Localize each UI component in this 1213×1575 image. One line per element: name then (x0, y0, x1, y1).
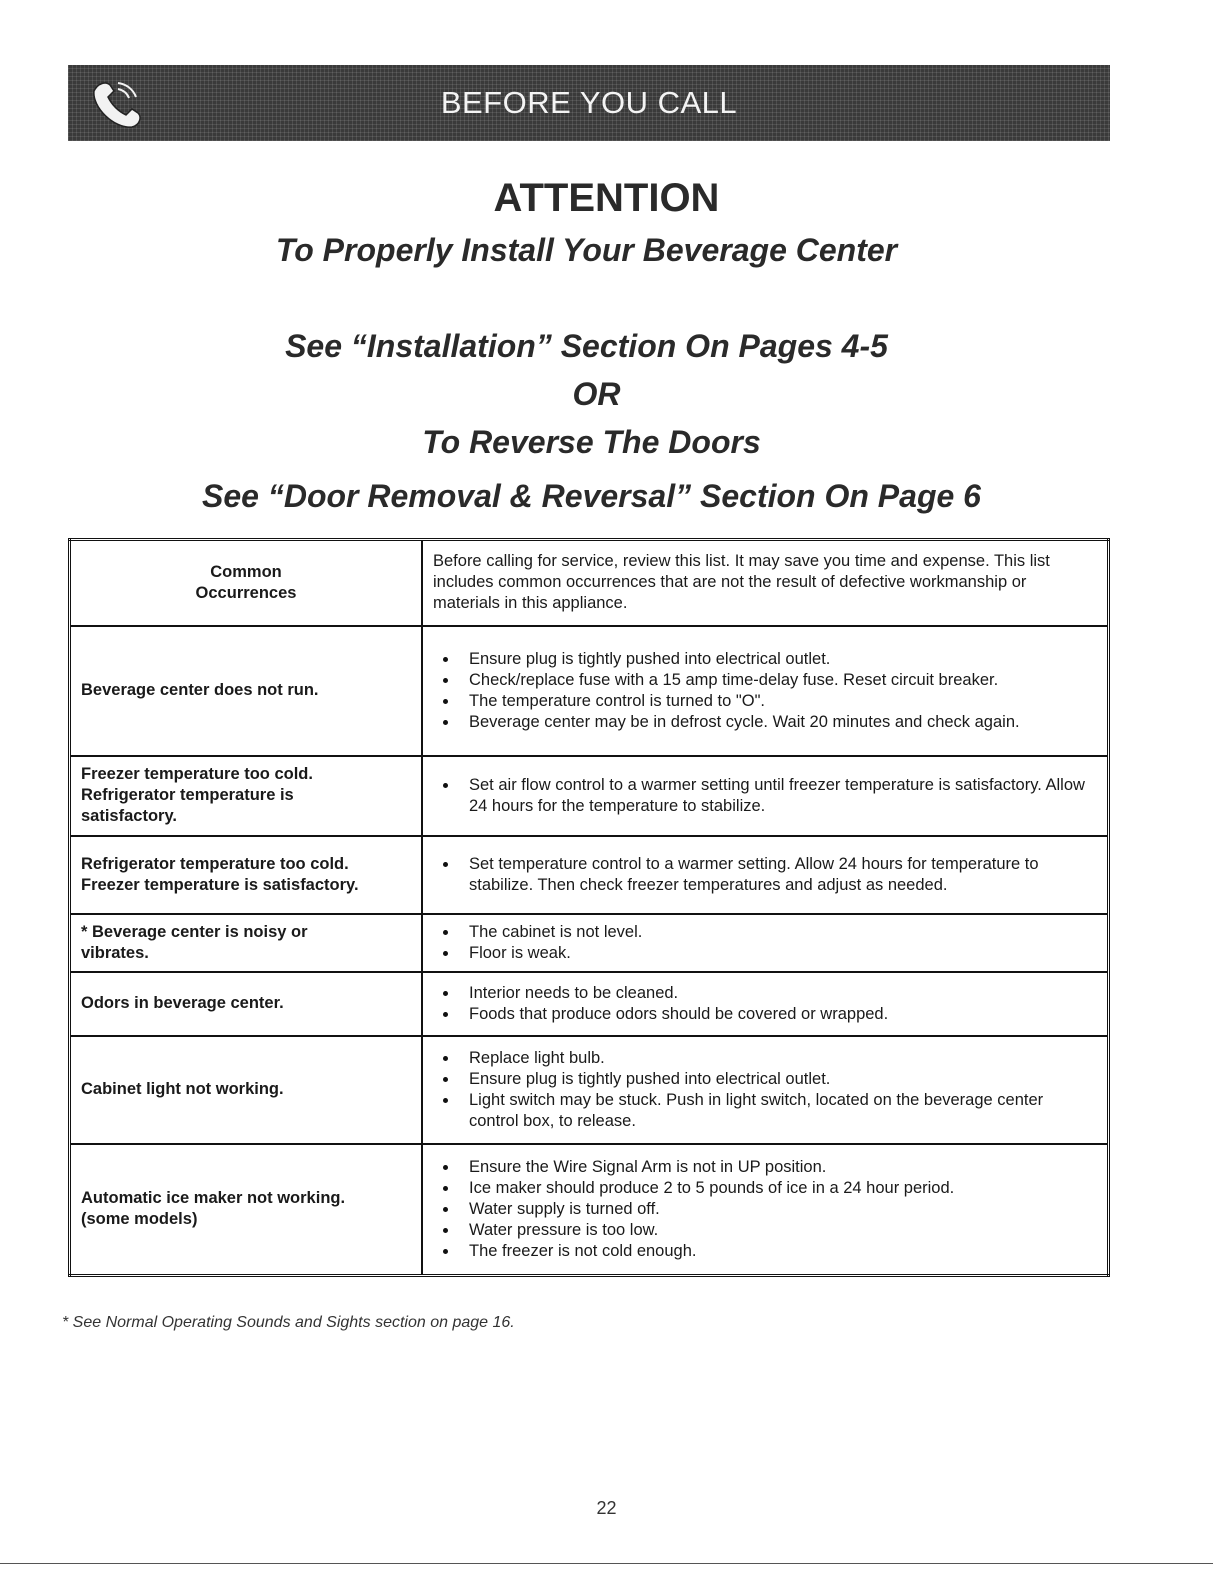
problem-text: (some models) (81, 1210, 198, 1229)
list-item: Light switch may be stuck. Push in light switch, located on the beverage center control box, to release. (433, 1090, 1097, 1132)
list-item: Interior needs to be cleaned. (433, 983, 1097, 1004)
footnote: * See Normal Operating Sounds and Sights section on page 16. (62, 1314, 515, 1331)
solution-cell (422, 1144, 1109, 1276)
common-occurrences-table (68, 538, 1110, 1277)
problem-cell (70, 756, 423, 836)
list-item: The temperature control is turned to "O". (433, 691, 1097, 712)
solution-list (433, 854, 1097, 896)
problem-text: Beverage center does not run. (81, 681, 319, 699)
list-item: Foods that produce odors should be covered or wrapped. (433, 1004, 1097, 1025)
solution-list (433, 983, 1097, 1025)
problem-text: Odors in beverage center. (81, 994, 284, 1012)
problem-text: vibrates. (81, 943, 149, 962)
problem-text: Cabinet light not working. (81, 1080, 284, 1098)
problem-text: * Beverage center is noisy or (81, 922, 308, 941)
solution-list (433, 1048, 1097, 1132)
list-item: The freezer is not cold enough. (433, 1241, 1097, 1262)
solution-cell (422, 972, 1109, 1036)
list-item: Check/replace fuse with a 15 amp time-delay fuse. Reset circuit breaker. (433, 670, 1097, 691)
list-item: Set temperature control to a warmer setting. Allow 24 hours for temperature to stabilize. Then check freezer temperatures and adjust as needed. (433, 854, 1097, 896)
table-row (70, 1144, 1109, 1276)
table-row (70, 836, 1109, 914)
table-header-row (70, 540, 1109, 626)
list-item: Ensure the Wire Signal Arm is not in UP position. (433, 1157, 1097, 1178)
table-row (70, 972, 1109, 1036)
bottom-rule (0, 1563, 1213, 1564)
list-item: Set air flow control to a warmer setting until freezer temperature is satisfactory. Allow 24 hours for the temperature to stabilize. (433, 775, 1097, 817)
list-item: Water supply is turned off. (433, 1199, 1097, 1220)
page-number: 22 (596, 1498, 617, 1518)
solution-cell (422, 626, 1109, 756)
reverse-doors-heading: To Reverse The Doors (422, 424, 761, 460)
problem-cell (70, 836, 423, 914)
list-item: Replace light bulb. (433, 1048, 1097, 1069)
solution-list (433, 1157, 1097, 1262)
problem-text: Freezer temperature too cold. (81, 765, 313, 783)
or-divider: OR (572, 376, 621, 412)
problem-cell (70, 626, 423, 756)
problem-text: Refrigerator temperature too cold. (81, 854, 349, 873)
problem-text: Automatic ice maker not working. (81, 1189, 346, 1208)
table-row (70, 914, 1109, 972)
problem-cell (70, 1144, 423, 1276)
list-item: Beverage center may be in defrost cycle. Wait 20 minutes and check again. (433, 712, 1097, 733)
problem-text: Refrigerator temperature is (81, 786, 294, 804)
solution-cell (422, 914, 1109, 972)
list-item: Water pressure is too low. (433, 1220, 1097, 1241)
list-item: Ensure plug is tightly pushed into electrical outlet. (433, 649, 1097, 670)
door-removal-section-reference: See “Door Removal & Reversal” Section On Page 6 (202, 478, 981, 514)
solution-list (433, 922, 1097, 964)
list-item: Floor is weak. (433, 943, 1097, 964)
install-heading: To Properly Install Your Beverage Center (275, 232, 898, 268)
attention-heading: ATTENTION (493, 176, 720, 220)
list-item: The cabinet is not level. (433, 922, 1097, 943)
table-row (70, 626, 1109, 756)
header-label: Occurrences (195, 583, 297, 602)
problem-cell (70, 1036, 423, 1144)
solution-list (433, 775, 1097, 817)
solution-list (433, 649, 1097, 733)
problem-cell (70, 914, 423, 972)
solution-cell (422, 1036, 1109, 1144)
section-banner (68, 65, 1110, 141)
banner-title: BEFORE YOU CALL (440, 85, 738, 120)
table-row (70, 756, 1109, 836)
solution-cell (422, 836, 1109, 914)
header-occurrences-cell (70, 540, 423, 626)
list-item: Ensure plug is tightly pushed into electrical outlet. (433, 1069, 1097, 1090)
solution-cell (422, 756, 1109, 836)
list-item: Ice maker should produce 2 to 5 pounds of ice in a 24 hour period. (433, 1178, 1097, 1199)
problem-text: satisfactory. (81, 807, 177, 825)
problem-cell (70, 972, 423, 1036)
problem-text: Freezer temperature is satisfactory. (81, 875, 359, 894)
table-row (70, 1036, 1109, 1144)
installation-section-reference: See “Installation” Section On Pages 4-5 (285, 328, 888, 364)
header-intro-text: Before calling for service, review this list. It may save you time and expense. This list includes common occurrences that are not the result of defective workmanship or materials in this appliance. (422, 540, 1109, 626)
header-label: Common (210, 562, 282, 581)
